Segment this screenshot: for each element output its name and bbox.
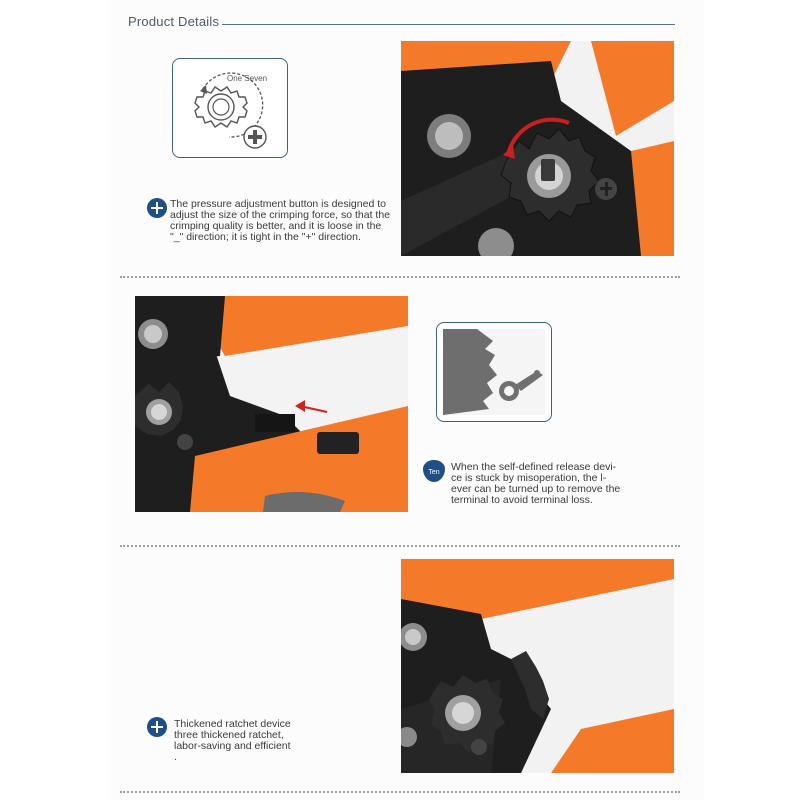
ratchet-photo [401, 559, 674, 773]
adjustment-knob-photo [401, 41, 674, 256]
adjustment-icon-box [172, 58, 288, 158]
plus-icon [147, 198, 167, 218]
caption-line: . [174, 751, 177, 763]
caption-line: "_" direction; it is tight in the "+" direction. [170, 231, 361, 243]
ratchet-caption [174, 719, 374, 763]
caption-line: terminal to avoid terminal loss. [451, 494, 593, 506]
section-divider [120, 791, 680, 793]
caption-line: When the self-defined release devi- [451, 461, 617, 473]
adjustment-caption [170, 199, 410, 243]
icon-label: One Seven [227, 74, 268, 83]
page-title: Product Details [128, 14, 220, 29]
caption-line: crimping quality is better, and it is loose in the [170, 220, 382, 232]
release-lever-icon [437, 323, 551, 421]
release-icon-box [436, 322, 552, 422]
caption-line: labor-saving and efficient [174, 740, 291, 752]
release-caption [451, 462, 651, 506]
caption-line: The pressure adjustment button is designed to [170, 198, 386, 210]
caption-line: ce is stuck by misoperation, the l- [451, 472, 607, 484]
header-divider [222, 24, 675, 25]
caption-line: Thickened ratchet device [174, 718, 291, 730]
caption-line: ever can be turned up to remove the [451, 483, 621, 495]
caption-line: three thickened ratchet, [174, 729, 284, 741]
plus-icon [147, 717, 167, 737]
section-divider [120, 276, 680, 278]
section-divider [120, 545, 680, 547]
release-lever-photo [135, 296, 408, 512]
ten-badge: Ten [423, 460, 445, 482]
caption-line: adjust the size of the crimping force, so that the [170, 209, 391, 221]
